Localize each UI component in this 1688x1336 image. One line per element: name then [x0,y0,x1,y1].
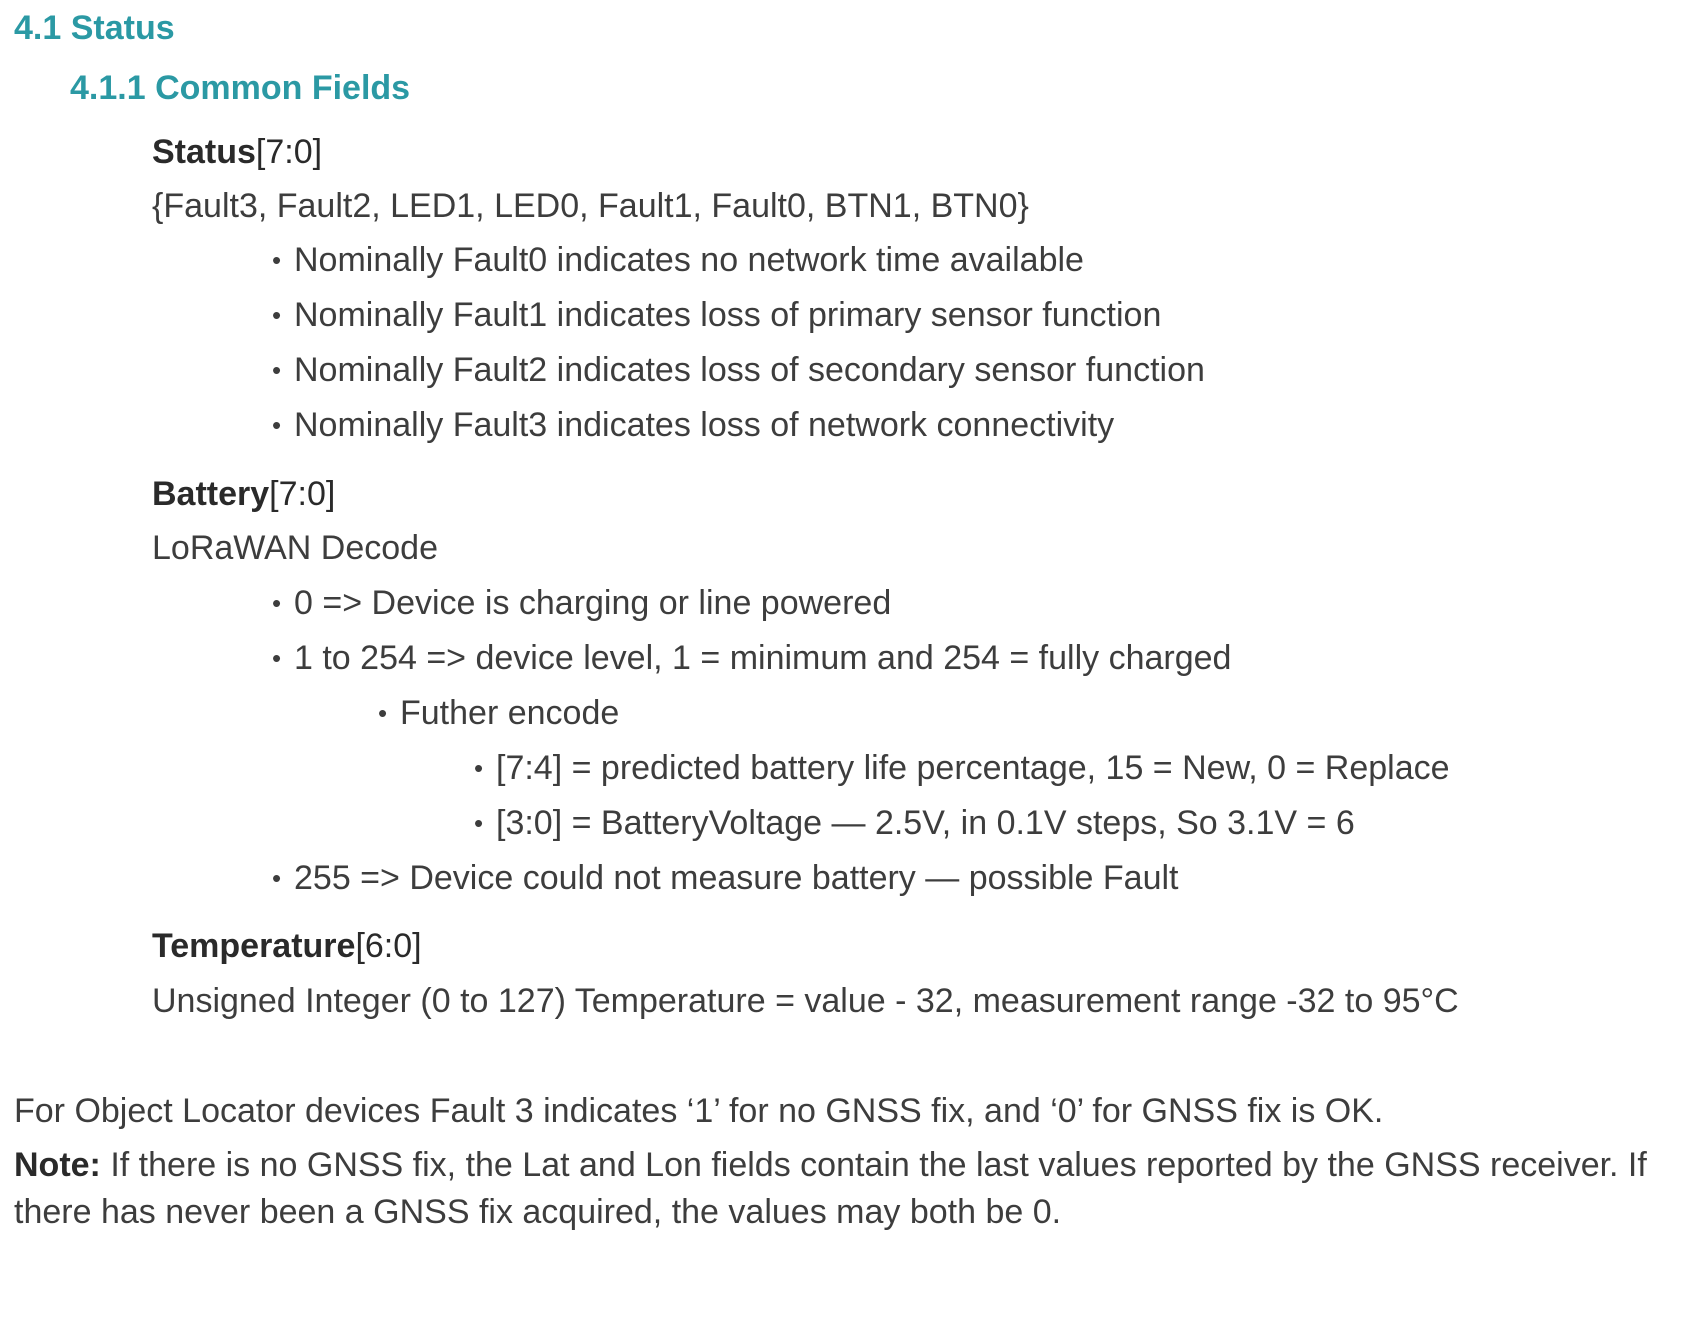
battery-field-name: Battery [152,475,270,513]
temperature-field-name: Temperature [152,927,356,965]
list-item: • Nominally Fault0 indicates no network time available [272,238,1652,282]
battery-field-title [152,472,1652,516]
note-paragraph [14,1142,1674,1236]
list-item: • 255 => Device could not measure battery — possible Fault [272,856,1652,900]
note-label: Note: [14,1146,101,1184]
status-field-range: [7:0] [255,133,323,171]
list-item: • [7:4] = predicted battery life percentage, 15 = New, 0 = Replace [474,746,1652,790]
battery-bullet-list [272,581,1652,680]
temperature-field [152,924,1652,1023]
list-item: • Nominally Fault2 indicates loss of secondary sensor function [272,348,1652,392]
list-item: • 0 => Device is charging or line powered [272,581,1652,625]
status-field-name: Status [152,133,256,171]
list-item-text: 1 to 254 => device level, 1 = minimum and 254 = fully charged [294,639,1232,677]
temperature-field-range: [6:0] [355,927,422,965]
list-item: • Futher encode [378,691,1652,735]
list-item [272,636,1652,680]
status-field-description: {Fault3, Fault2, LED1, LED0, Fault1, Fault0, BTN1, BTN0} [152,187,1029,225]
list-item: • [3:0] = BatteryVoltage — 2.5V, in 0.1V steps, So 3.1V = 6 [474,801,1652,845]
sub-sub-list-container [378,746,1652,845]
status-bullet-list [272,238,1652,447]
list-item: • Nominally Fault3 indicates loss of network connectivity [272,403,1652,447]
battery-sub-sub-wrapper [378,746,1652,845]
status-field-title [152,130,1652,174]
subsection-heading: 4.1.1 Common Fields [70,69,411,107]
status-field [152,130,1652,447]
battery-field [152,472,1652,900]
sub-list-container [272,691,1652,845]
locator-paragraph: For Object Locator devices Fault 3 indicates ‘1’ for no GNSS fix, and ‘0’ for GNSS fix is OK. [14,1092,1384,1130]
note-text: If there is no GNSS fix, the Lat and Lon fields contain the last values reported by the GNSS receiver. If there has never been a GNSS fix acquired, the values may both be 0. [14,1146,1647,1231]
battery-field-range: [7:0] [269,475,336,513]
temperature-field-title [152,924,1652,968]
battery-sub-list-wrapper [272,691,1652,900]
battery-field-description: LoRaWAN Decode [152,529,438,567]
temperature-field-description: Unsigned Integer (0 to 127) Temperature = value - 32, measurement range -32 to 95°C [152,982,1459,1020]
battery-sub-list [378,691,1652,735]
list-item: • Nominally Fault1 indicates loss of primary sensor function [272,293,1652,337]
section-heading: 4.1 Status [14,9,175,47]
battery-sub-sub-list [474,746,1652,845]
